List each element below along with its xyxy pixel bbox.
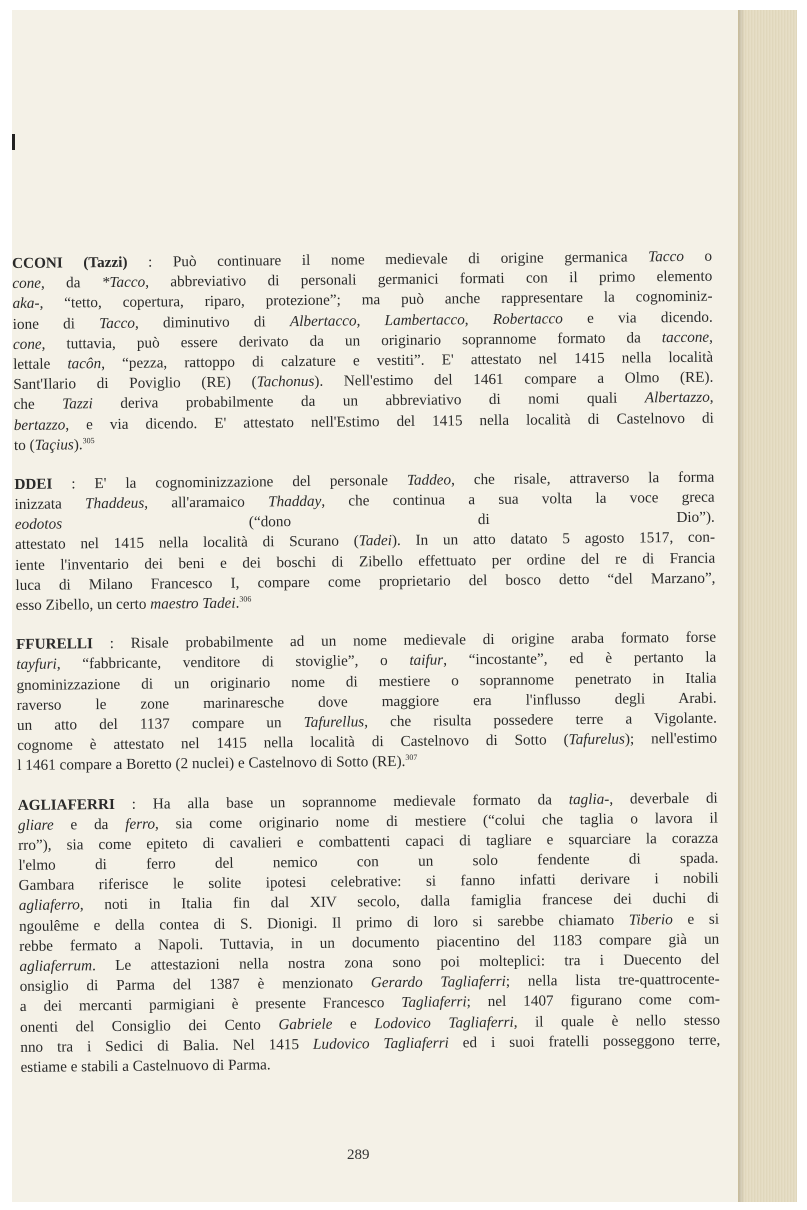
text-span: un atto del 1137 compare un — [16, 713, 304, 734]
text-span: lettale — [13, 355, 68, 373]
text-span: , tuttavia, può essere derivato da un originario soprannome formato da — [41, 328, 662, 353]
text-span: , — [709, 328, 713, 346]
text-span: ione di — [12, 314, 100, 333]
text-span: , deverbale di — [609, 789, 718, 808]
text-span: ; nel 1407 figurano come com- — [466, 991, 720, 1011]
text-span: taglia- — [568, 790, 610, 808]
text-span: , diminutivo di — [134, 312, 291, 332]
text-span: ferro — [125, 815, 156, 833]
text-span: Albertazzo — [644, 389, 710, 407]
text-span: , “incostante”, ed è pertanto la — [443, 649, 717, 669]
entry-tacconi — [12, 247, 714, 456]
text-span: onenti del Consiglio dei Cento — [20, 1015, 279, 1036]
text-span: agliaferrum — [19, 957, 93, 975]
dictionary-text — [12, 247, 721, 1097]
text-span: Albertacco — [289, 311, 357, 330]
text-span: tayfuri — [16, 655, 57, 674]
text-span: nno tra i Sedici di Balia. Nel 1415 — [20, 1035, 314, 1056]
text-span: , — [709, 388, 714, 407]
text-span: , “tetto, copertura, riparo, protezione”; ma può anche rappresentare la cognominiz- — [39, 288, 713, 313]
text-span: Thadday — [268, 492, 322, 511]
text-span: tacôn — [67, 355, 102, 373]
text-span: , che risulta possedere terre a Vigolante. — [364, 709, 717, 731]
text-span: to ( — [13, 436, 35, 454]
text-span: Tiberio — [628, 910, 673, 929]
text-span: , sia come originario nome di mestiere (“colui che taglia o lavora il — [154, 809, 719, 833]
entry-taddei — [14, 468, 715, 617]
text-span: e da — [53, 815, 126, 834]
text-span: maestro Tadei — [150, 594, 236, 613]
text-span: attestato nel 1415 nella località di Scurano ( — [14, 532, 359, 554]
scanned-page — [12, 10, 797, 1202]
text-span: Taddeo — [406, 471, 452, 489]
text-span: , da — [40, 274, 102, 292]
entry-headword: CCONI (Tazzi) — [12, 253, 128, 272]
text-span: rebbe fermato a Napoli. Tuttavia, in un documento piacentino del 1183 compare già un — [19, 930, 720, 955]
text-span: (“dono di Dio”). — [61, 508, 715, 533]
text-span: cone — [12, 335, 42, 353]
entry-taffurelli — [16, 628, 717, 777]
text-span: . — [235, 594, 240, 612]
text-span: Tadei — [358, 532, 393, 550]
text-span: Tachonus — [256, 372, 315, 391]
entry-headword: AGLIAFERRI — [17, 795, 115, 814]
text-span: l 1461 compare a Boretto (2 nuclei) e Castelnovo di Sotto (RE). — [17, 753, 406, 775]
text-span: , — [464, 310, 493, 328]
text-span: ; nella lista tre-quattrocente- — [505, 970, 720, 991]
text-span: taccone — [661, 328, 710, 346]
text-span: ngoulême e della contea di S. Dionigi. Il primo di loro si sarebbe chiamato — [18, 911, 629, 935]
text-span: *Tacco — [101, 273, 146, 292]
text-span: gliare — [17, 816, 54, 834]
text-span: , “pezza, rattoppo di calzature e vestiti”. E' attestato nel 1415 nella località — [101, 348, 714, 373]
text-span: taifur — [409, 651, 444, 670]
text-span: : Ha alla base un soprannome medievale formato da — [114, 790, 569, 813]
entry-headword: DDEI — [14, 475, 53, 493]
text-span: Thaddeus — [85, 494, 145, 513]
text-span: : Può continuare il nome medievale di origine germanica — [127, 248, 649, 271]
text-span: iente l'inventario dei beni e dei boschi di Zibello effettuato per ordine del re di Francia — [15, 549, 716, 574]
text-span: che — [13, 395, 63, 414]
text-span: Ludovico Tagliaferri — [312, 1034, 449, 1053]
text-span: onsiglio di Parma del 1387 è menzionato — [19, 974, 371, 996]
entry-tagliaferri — [18, 788, 721, 1078]
text-span: o — [683, 247, 713, 265]
footnote-ref: 307 — [405, 753, 418, 763]
text-span: e si — [672, 910, 720, 928]
text-span: Robertacco — [492, 309, 563, 328]
entry-headword: FFURELLI — [16, 635, 93, 654]
text-span: Sant'Ilario di Poviglio (RE) ( — [13, 373, 257, 394]
footnote-ref: 305 — [82, 435, 95, 445]
text-span: , il quale è nello stesso — [513, 1011, 721, 1031]
text-span: , che continua a sua volta la voce greca — [321, 488, 715, 510]
text-span: Tafurelus — [568, 730, 625, 749]
text-span: ). Nell'estimo del 1461 compare a Olmo (RE). — [314, 368, 714, 390]
book-fore-edge — [738, 10, 797, 1202]
text-span: e via dicendo. — [562, 308, 713, 327]
text-span: , e via dicendo. E' attestato nell'Estimo del 1415 nella località di Castelnovo di — [65, 409, 714, 433]
text-span: l'elmo di ferro del nemico con un solo fendente di spada. — [18, 849, 719, 875]
text-span: Gerardo Tagliaferri — [370, 973, 506, 992]
text-span: deriva probabilmente da un abbreviativo di nomi quali — [92, 389, 645, 413]
text-span: Tafurellus — [303, 713, 365, 731]
text-span: bertazzo — [13, 415, 66, 434]
text-span: Tagliaferri — [401, 993, 467, 1012]
text-span: e — [332, 1014, 375, 1033]
text-span: ). — [73, 435, 83, 454]
text-span: : E' la cognominizzazione del personale — [52, 471, 407, 493]
text-span: aka- — [12, 295, 40, 313]
text-span: inizzata — [14, 495, 86, 514]
text-span: Tacco — [648, 247, 684, 266]
text-span: , — [356, 311, 385, 329]
text-span: Lambertacco — [384, 310, 465, 329]
text-span: , all'aramaico — [144, 493, 269, 512]
text-span: cognome è attestato nel 1415 nella località di Castelnovo di Sotto ( — [17, 731, 569, 755]
text-span: , “fabbricante, venditore di stoviglie”, o — [56, 652, 410, 673]
text-span: Gambara riferisce le solite ipotesi celebrative: si fanno infatti derivare i nobili — [18, 869, 719, 895]
text-span: Lodovico Tagliaferri — [374, 1013, 514, 1032]
text-span: a dei mercanti parmigiani è presente Francesco — [19, 994, 402, 1016]
text-span: estiame e stabili a Castelnuovo di Parma. — [20, 1056, 271, 1076]
text-span: Tacco — [99, 314, 136, 332]
text-span: : Risale probabilmente ad un nome medievale di origine araba formato forse — [92, 628, 717, 653]
text-span: , noti in Italia fin dal XIV secolo, dalla famiglia francese dei duchi di — [79, 890, 719, 914]
text-span: , che risale, attraverso la forma — [450, 468, 715, 489]
text-span: Gabriele — [278, 1015, 333, 1033]
text-span: ); nell'estimo — [624, 729, 718, 748]
text-span: . Le attestazioni nella nostra zona sono poi molteplici: tra i Duecento del — [91, 950, 720, 975]
text-span: , abbreviativo di personali germanici formati con il primo elemento — [145, 267, 713, 291]
text-span: rro”), sia come epiteto di cavalieri e combattenti capaci di tagliare e squarciare la corazza — [18, 829, 719, 854]
text-span: agliaferro — [18, 896, 80, 915]
text-span: Tazzi — [62, 395, 93, 413]
text-span: raverso le zone marinaresche dove maggiore era l'influsso degli Arabi. — [16, 689, 717, 714]
text-span: ). In un atto datato 5 agosto 1517, con- — [391, 529, 716, 550]
text-span: esso Zibello, un certo — [15, 595, 151, 614]
text-span: ed i suoi fratelli posseggono terre, — [448, 1031, 721, 1052]
margin-mark — [12, 134, 15, 150]
text-span: Taçius — [34, 436, 74, 454]
text-span: cone — [12, 274, 42, 293]
footnote-ref: 306 — [239, 594, 252, 604]
text-span: gnominizzazione di un originario nome di mestiere o soprannome penetrato in Italia — [16, 669, 717, 694]
text-span: eodotos — [14, 515, 63, 534]
page-number: 289 — [347, 1147, 370, 1163]
text-span: luca di Milano Francesco I, compare come proprietario del bosco detto “del Marzano”, — [15, 569, 716, 594]
